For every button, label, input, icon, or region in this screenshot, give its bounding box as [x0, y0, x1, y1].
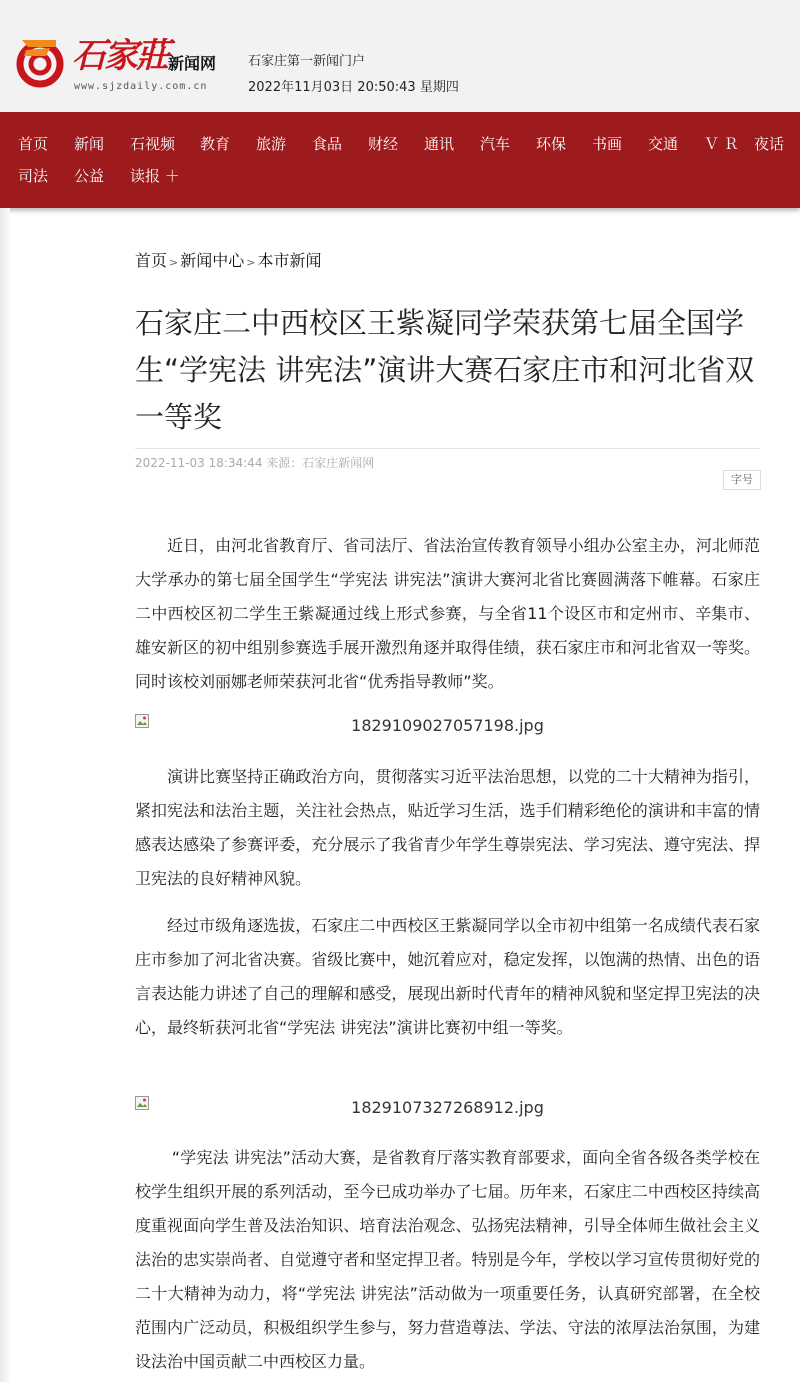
- breadcrumb-separator: >: [169, 256, 179, 269]
- breadcrumb-separator: >: [246, 256, 256, 269]
- logo-emblem-icon: [16, 34, 72, 94]
- article-paragraph: “学宪法 讲宪法”活动大赛，是省教育厅落实教育部要求，面向全省各级各类学校在校学生组织开展的系列活动，至今已成功举办了七届。历年来，石家庄二中西校区持续高度重视面向学生普及法治知识、培育法治观念、弘扬宪法精神，引导全体师生做社会主义法治的忠实崇尚者、自觉遵守者和坚定捍卫者。特别是今年，学校以学习宣传贯彻好党的二十大精神为动力，将“学宪法 讲宪法”活动做为一项重要任务，认真研究部署，在全校范围内广泛动员，积极组织学生参与，努力营造尊法、学法、守法的浓厚法治氛围，为建设法治中国贡献二中西校区力量。: [135, 1148, 760, 1371]
- article-paragraph: 经过市级角逐选拔，石家庄二中西校区王紫凝同学以全市初中组第一名成绩代表石家庄市参加了河北省决赛。省级比赛中，她沉着应对，稳定发挥，以饱满的热情、出色的语言表达能力讲述了自己的理解和感受，展现出新时代青年的精神风貌和坚定捍卫宪法的决心，最终斩获河北省“学宪法 讲宪法”演讲比赛初中组一等奖。: [135, 916, 760, 1037]
- logo-subtitle: 新闻网: [168, 54, 217, 73]
- article-page: [0, 208, 800, 1382]
- nav-item-auto[interactable]: 汽车: [480, 135, 511, 153]
- article-image: [135, 1096, 760, 1120]
- breadcrumb-home[interactable]: 首页: [135, 251, 168, 270]
- nav-item-news[interactable]: 新闻: [74, 135, 105, 153]
- nav-item-education[interactable]: 教育: [200, 135, 231, 153]
- article-image: [135, 714, 760, 738]
- nav-item-judicial[interactable]: 司法: [18, 167, 49, 185]
- nav-item-food[interactable]: 食品: [312, 135, 343, 153]
- nav-item-charity[interactable]: 公益: [74, 167, 105, 185]
- font-size-button[interactable]: 字号: [723, 470, 761, 490]
- logo-url: www.sjzdaily.com.cn: [74, 81, 208, 92]
- nav-item-vr[interactable]: Ｖ Ｒ: [704, 135, 739, 153]
- breadcrumb-news-center[interactable]: 新闻中心: [180, 251, 245, 270]
- article-paragraph: 演讲比赛坚持正确政治方向，贯彻落实习近平法治思想，以党的二十大精神为指引，紧扣宪法和法治主题，关注社会热点，贴近学习生活，选手们精彩绝伦的演讲和丰富的情感表达感染了参赛评委，充分展示了我省青少年学生尊崇宪法、学习宪法、遵守宪法、捍卫宪法的良好精神风貌。: [135, 767, 760, 888]
- nav-item-night-talk[interactable]: 夜话: [754, 135, 785, 153]
- nav-item-travel[interactable]: 旅游: [256, 135, 287, 153]
- page-left-edge: [0, 208, 10, 1382]
- article-paragraph: 近日，由河北省教育厅、省司法厅、省法治宣传教育领导小组办公室主办，河北师范大学承办的第七届全国学生“学宪法 讲宪法”演讲大赛河北省比赛圆满落下帷幕。石家庄二中西校区初二学生王紫凝通过线上形式参赛，与全省11个设区市和定州市、辛集市、雄安新区的初中组别参赛选手展开激烈角逐并取得佳绩，获石家庄市和河北省双一等奖。同时该校刘丽娜老师荣获河北省“优秀指导教师”奖。: [135, 536, 760, 691]
- image-filename: 1829107327268912.jpg: [351, 1098, 544, 1117]
- nav-item-telecom[interactable]: 通讯: [424, 135, 455, 153]
- breadcrumb-local-news[interactable]: 本市新闻: [257, 251, 322, 270]
- image-filename: 1829109027057198.jpg: [351, 716, 544, 735]
- main-nav: [0, 112, 800, 208]
- logo-text: 石家莊: [72, 36, 168, 76]
- site-logo[interactable]: [16, 34, 231, 96]
- nav-item-video[interactable]: 石视频: [130, 135, 176, 153]
- meta-divider: [135, 448, 760, 449]
- site-header: [0, 0, 800, 112]
- article-meta: 2022-11-03 18:34:44 来源：石家庄新闻网: [135, 456, 375, 470]
- nav-item-art[interactable]: 书画: [592, 135, 623, 153]
- breadcrumb: [135, 248, 321, 271]
- site-slogan: 石家庄第一新闻门户: [248, 54, 366, 69]
- site-datetime: 2022年11月03日 20:50:43 星期四: [248, 80, 459, 95]
- nav-item-read-paper[interactable]: 读报 ＋: [130, 167, 180, 185]
- nav-item-finance[interactable]: 财经: [368, 135, 399, 153]
- article-title: 石家庄二中西校区王紫凝同学荣获第七届全国学生“学宪法 讲宪法”演讲大赛石家庄市和河北省双一等奖: [135, 306, 755, 434]
- nav-item-traffic[interactable]: 交通: [648, 135, 679, 153]
- nav-item-home[interactable]: 首页: [18, 135, 49, 153]
- nav-item-environment[interactable]: 环保: [536, 135, 567, 153]
